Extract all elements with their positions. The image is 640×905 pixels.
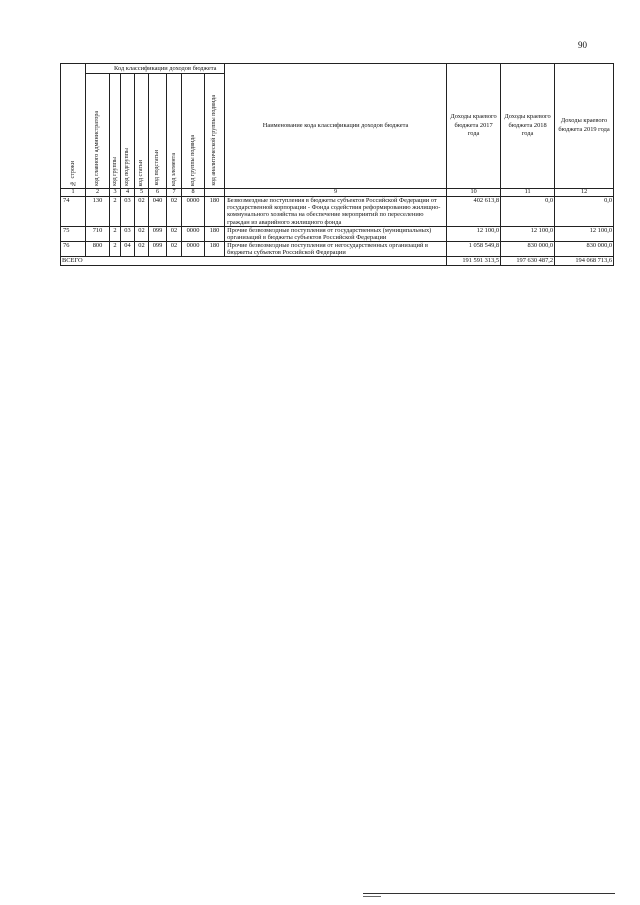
code-article: 02 (135, 242, 149, 257)
column-number: 3 (110, 189, 121, 197)
column-number: 4 (121, 189, 135, 197)
column-number: 10 (447, 189, 501, 197)
column-number: 2 (86, 189, 110, 197)
code-group: 2 (110, 242, 121, 257)
total-row (61, 257, 614, 266)
column-number: 6 (149, 189, 167, 197)
code-subtype-group: 0000 (182, 197, 205, 227)
header-name: Наименование кода классификации доходов бюджета (225, 64, 447, 189)
code-subgroup: 04 (121, 242, 135, 257)
header-classification-group: Код классификации доходов бюджета (86, 64, 225, 74)
header-code-group: код группы (110, 74, 121, 189)
code-subgroup: 03 (121, 197, 135, 227)
code-subarticle: 040 (149, 197, 167, 227)
code-subarticle: 099 (149, 242, 167, 257)
row-number: 75 (61, 226, 86, 241)
column-number: 12 (555, 189, 614, 197)
row-number: 76 (61, 242, 86, 257)
income-2019: 0,0 (555, 197, 614, 227)
total-2017: 191 591 313,5 (447, 257, 501, 266)
table-row (61, 242, 614, 257)
column-number: 11 (501, 189, 555, 197)
column-number-row (61, 189, 614, 197)
income-name: Прочие безвозмездные поступления от государственных (муниципальных) организаций в бюджеты субъектов Российской Федерации (225, 226, 447, 241)
header-code-subarticle: код подстатьи (149, 74, 167, 189)
total-label: ВСЕГО (61, 257, 447, 266)
header-income-2019: Доходы краевого бюджета 2019 года (555, 64, 614, 189)
budget-income-table (60, 63, 614, 266)
total-2018: 197 630 487,2 (501, 257, 555, 266)
header-code-admin: код главного администратора (86, 74, 110, 189)
column-number: 8 (182, 189, 205, 197)
code-analytic-group: 180 (205, 242, 225, 257)
total-2019: 194 068 713,6 (555, 257, 614, 266)
code-subarticle: 099 (149, 226, 167, 241)
page-number: 90 (578, 40, 587, 50)
header-code-subtype-group: код группы подвида (182, 74, 205, 189)
code-element: 02 (167, 242, 182, 257)
code-admin: 130 (86, 197, 110, 227)
income-2018: 12 100,0 (501, 226, 555, 241)
code-element: 02 (167, 226, 182, 241)
income-name: Безвозмездные поступления в бюджеты субъектов Российской Федерации от государственной корпорации - Фонда содействия реформированию жилищно-коммунального хозяйства на обеспечение мероприятий по переселению граждан из аварийного жилищного фонда (225, 197, 447, 227)
code-admin: 710 (86, 226, 110, 241)
column-number (205, 189, 225, 197)
footer-rule (363, 893, 615, 894)
code-subtype-group: 0000 (182, 226, 205, 241)
code-group: 2 (110, 226, 121, 241)
income-2019: 12 100,0 (555, 226, 614, 241)
code-subgroup: 03 (121, 226, 135, 241)
header-code-subgroup: код подгруппы (121, 74, 135, 189)
code-subtype-group: 0000 (182, 242, 205, 257)
header-row-no: № строки (61, 64, 86, 189)
code-group: 2 (110, 197, 121, 227)
code-article: 02 (135, 197, 149, 227)
footer-tick (363, 896, 381, 897)
code-admin: 800 (86, 242, 110, 257)
column-number: 5 (135, 189, 149, 197)
income-2019: 830 000,0 (555, 242, 614, 257)
code-element: 02 (167, 197, 182, 227)
income-name: Прочие безвозмездные поступления от негосударственных организаций в бюджеты субъектов Российской Федерации (225, 242, 447, 257)
header-code-article: код статьи (135, 74, 149, 189)
row-number: 74 (61, 197, 86, 227)
column-number: 9 (225, 189, 447, 197)
header-income-2017: Доходы краевого бюджета 2017 года (447, 64, 501, 189)
code-article: 02 (135, 226, 149, 241)
header-code-analytic-group: код аналитической группы подвида (205, 74, 225, 189)
header-code-element: код элемента (167, 74, 182, 189)
table-row (61, 197, 614, 227)
income-2017: 1 058 549,8 (447, 242, 501, 257)
header-income-2018: Доходы краевого бюджета 2018 года (501, 64, 555, 189)
column-number: 7 (167, 189, 182, 197)
income-2017: 402 613,8 (447, 197, 501, 227)
column-number: 1 (61, 189, 86, 197)
income-2017: 12 100,0 (447, 226, 501, 241)
income-2018: 830 000,0 (501, 242, 555, 257)
code-analytic-group: 180 (205, 226, 225, 241)
code-analytic-group: 180 (205, 197, 225, 227)
income-2018: 0,0 (501, 197, 555, 227)
table-row (61, 226, 614, 241)
